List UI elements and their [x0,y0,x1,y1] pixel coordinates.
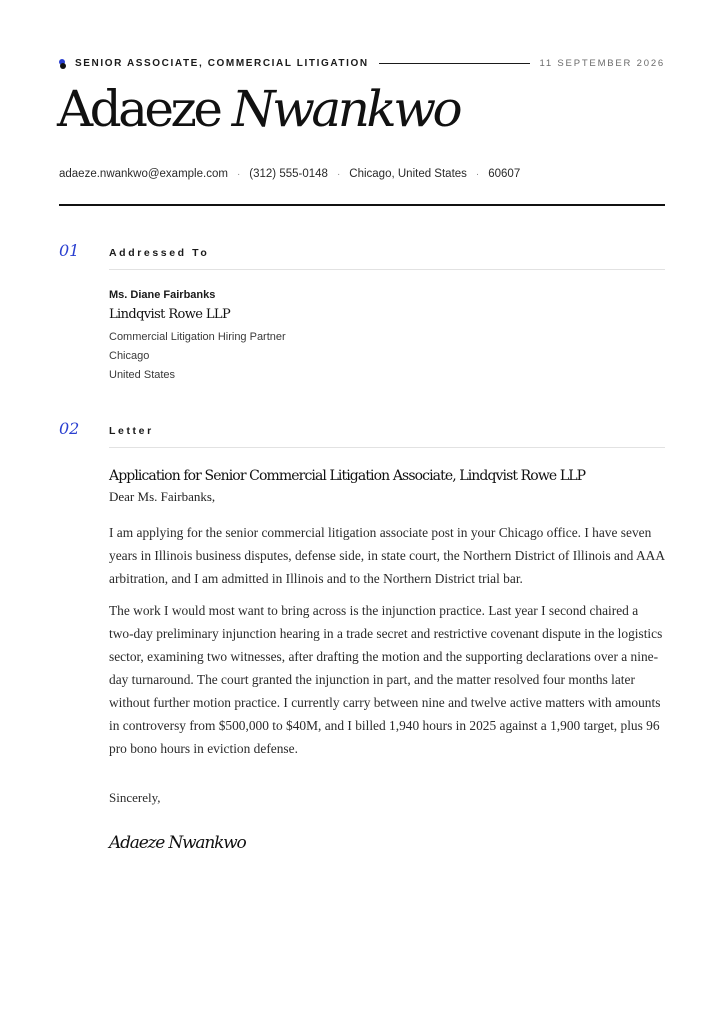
contact-postcode: 60607 [488,168,521,180]
letter-paragraph: I am applying for the senior commercial litigation associate post in your Chicago office. I have seven years in Illinois business disputes, defense side, in state court, the Northern District of Illinois and AAA arbitration, and I am admitted in Illinois and to the Northern District trial bar. [109,525,665,586]
job-title: SENIOR ASSOCIATE, COMMERCIAL LITIGATION [75,57,369,69]
contact-location: Chicago, United States [349,168,467,180]
letter-closing: Sincerely, [109,790,161,805]
header-rule [59,204,665,206]
recipient-name: Ms. Diane Fairbanks [109,289,216,301]
letter-salutation: Dear Ms. Fairbanks, [109,489,216,504]
letter-paragraph: The work I would most want to bring across is the injunction practice. Last year I second chaired a two-day preliminary injunction hearing in a trade secret and restrictive covenant dispute in the logistics sector, examining two witnesses, after drafting the motion and the supporting declarations over a nine-day turnaround. The court granted the injunction in part, and the matter resolved four months later without further motion practice. I currently carry between nine and twelve active matters with amounts in controversy from $500,000 to $40M, and I billed 1,940 hours in 2025 against a 1,900 target, plus 96 pro bono hours in eviction defense. [109,603,663,756]
section-divider [109,447,665,448]
brand-mark-icon [59,58,68,69]
recipient-country: United States [109,369,176,381]
contact-email[interactable]: adaeze.nwankwo@example.com [59,168,228,180]
first-name: Adaeze [57,80,220,138]
contact-line [59,168,520,180]
recipient-position: Commercial Litigation Hiring Partner [109,331,286,343]
section-number: 02 [59,419,80,438]
contact-separator: · [475,168,480,180]
recipient-city: Chicago [109,350,150,362]
letter-body [109,466,665,853]
header-topline [59,55,665,71]
section-divider [109,269,665,270]
last-name: Nwankwo [231,80,460,138]
header-divider [379,63,530,64]
recipient-firm: Lindqvist Rowe LLP [109,307,231,322]
contact-separator: · [336,168,341,180]
contact-separator: · [236,168,241,180]
contact-phone[interactable]: (312) 555-0148 [249,168,328,180]
section-title-letter: Letter [109,425,154,437]
letter-date: 11 SEPTEMBER 2026 [539,57,665,69]
recipient-block [109,289,665,385]
letter-subject: Application for Senior Commercial Litigation Associate, Lindqvist Rowe LLP [109,468,586,484]
letter-signature: Adaeze Nwankwo [109,833,246,853]
applicant-name [57,80,460,138]
section-title-addressed: Addressed To [109,247,210,259]
section-number: 01 [59,241,80,260]
